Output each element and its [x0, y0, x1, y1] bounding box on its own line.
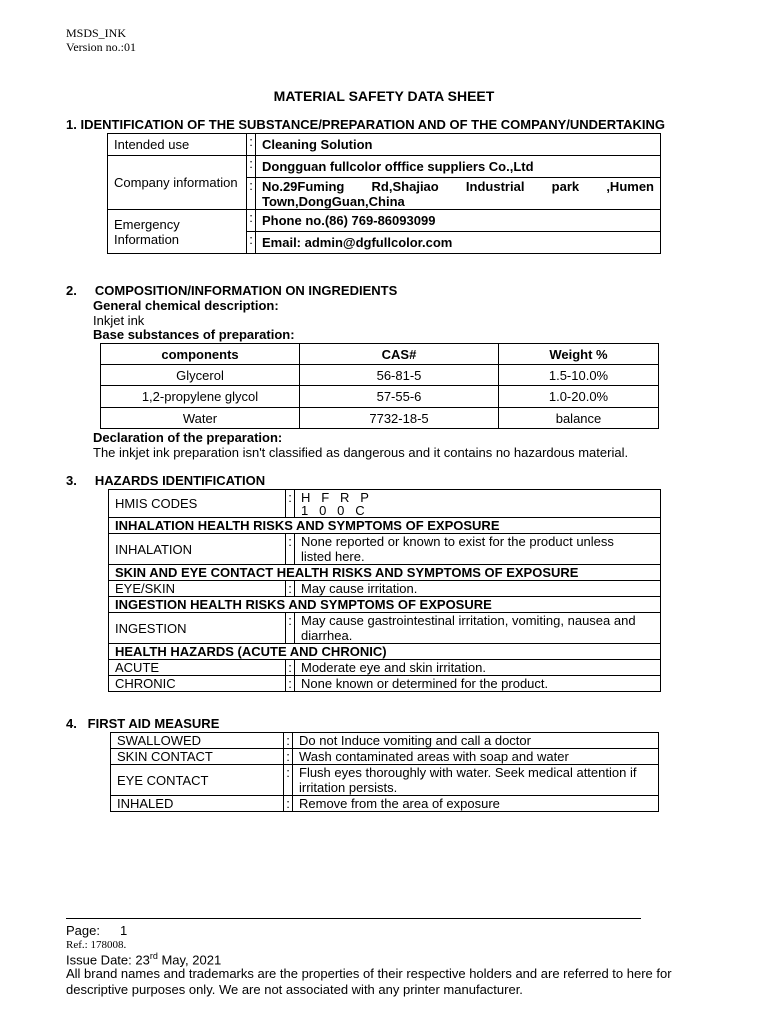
eye-contact-label: EYE CONTACT	[111, 765, 284, 796]
table-cell: 1.0-20.0%	[499, 386, 659, 408]
colon: :	[284, 749, 293, 765]
inhaled-value: Remove from the area of exposure	[293, 796, 659, 812]
issue-date-rest: May, 2021	[157, 952, 222, 968]
emergency-label	[108, 210, 247, 254]
doc-code: MSDS_INK	[66, 26, 127, 40]
column-header: Weight %	[499, 344, 659, 365]
issue-date-prefix: Issue Date: 23	[66, 952, 150, 968]
colon: :	[284, 796, 293, 812]
table-row	[109, 676, 661, 692]
colon: :	[284, 733, 293, 749]
eye-contact-value	[293, 765, 659, 796]
declaration-text: The inkjet ink preparation isn't classified as dangerous and it contains no hazardous material.	[93, 445, 629, 460]
table-row	[109, 660, 661, 676]
general-description-value: Inkjet ink	[93, 313, 145, 328]
table-row	[101, 344, 659, 365]
section2-heading: 2. COMPOSITION/INFORMATION ON INGREDIENTS	[66, 283, 398, 298]
reference-number: Ref.: 178008.	[66, 939, 127, 951]
table-row	[111, 765, 659, 796]
table-cell: 57-55-6	[300, 386, 499, 408]
inhalation-label: INHALATION	[109, 534, 286, 565]
hmis-values: 1 0 0 C	[301, 502, 365, 518]
issue-date	[66, 951, 221, 967]
composition-table	[100, 343, 659, 429]
colon: :	[286, 534, 295, 565]
skin-eye-header: SKIN AND EYE CONTACT HEALTH RISKS AND SYMPTOMS OF EXPOSURE	[109, 565, 661, 581]
eye-contact-value-line2: irritation persists.	[299, 780, 398, 795]
hmis-codes-value	[295, 490, 661, 518]
table-row	[111, 749, 659, 765]
inhalation-header: INHALATION HEALTH RISKS AND SYMPTOMS OF EXPOSURE	[109, 518, 661, 534]
company-label: Company information	[108, 156, 247, 210]
colon: :	[247, 232, 256, 254]
colon: :	[247, 178, 256, 210]
table-cell: balance	[499, 408, 659, 429]
column-header: components	[101, 344, 300, 365]
table-row	[109, 490, 661, 518]
hmis-letters: H F R P	[301, 489, 369, 505]
table-row	[109, 518, 661, 534]
inhalation-value-line2: listed here.	[301, 549, 365, 564]
colon: :	[286, 581, 295, 597]
emergency-label-line1: Emergency	[114, 216, 180, 232]
table-row	[109, 644, 661, 660]
emergency-label-line2: Information	[114, 231, 180, 247]
table-cell: Water	[101, 408, 300, 429]
table-row	[109, 534, 661, 565]
ingestion-value-line1: May cause gastrointestinal irritation, vomiting, nausea and	[301, 613, 636, 628]
table-cell: 56-81-5	[300, 365, 499, 386]
eye-skin-label: EYE/SKIN	[109, 581, 286, 597]
first-aid-table	[110, 732, 659, 812]
table-row	[111, 796, 659, 812]
ingestion-value	[295, 613, 661, 644]
general-description-label: General chemical description:	[93, 298, 279, 313]
company-address-line1: No.29Fuming Rd,Shajiao Industrial park ,Humen	[262, 178, 654, 194]
page-label: Page:	[66, 923, 100, 938]
intended-use-label: Intended use	[108, 134, 247, 156]
acute-value: Moderate eye and skin irritation.	[295, 660, 661, 676]
base-substances-label: Base substances of preparation:	[93, 327, 295, 342]
intended-use-value: Cleaning Solution	[256, 134, 661, 156]
swallowed-value: Do not Induce vomiting and call a doctor	[293, 733, 659, 749]
inhalation-value-line1: None reported or known to exist for the product unless	[301, 534, 614, 549]
column-header: CAS#	[300, 344, 499, 365]
hazards-table	[108, 489, 661, 692]
colon: :	[286, 660, 295, 676]
eye-skin-value: May cause irritation.	[295, 581, 661, 597]
colon: :	[247, 134, 256, 156]
eye-contact-value-line1: Flush eyes thoroughly with water. Seek medical attention if	[299, 765, 637, 780]
skin-contact-label: SKIN CONTACT	[111, 749, 284, 765]
email-address: Email: admin@dgfullcolor.com	[256, 232, 661, 254]
table-row	[111, 733, 659, 749]
company-name: Dongguan fullcolor offfice suppliers Co.,Ltd	[256, 156, 661, 178]
table-row	[101, 408, 659, 429]
table-row	[109, 613, 661, 644]
page-number: 1	[120, 923, 128, 938]
ingestion-label: INGESTION	[109, 613, 286, 644]
company-address-line2: Town,DongGuan,China	[262, 193, 405, 209]
swallowed-label: SWALLOWED	[111, 733, 284, 749]
table-row	[109, 581, 661, 597]
page-title: MATERIAL SAFETY DATA SHEET	[273, 88, 495, 104]
table-row	[108, 156, 661, 178]
phone-number: Phone no.(86) 769-86093099	[256, 210, 661, 232]
identification-table	[107, 133, 661, 254]
table-row	[108, 134, 661, 156]
chronic-value: None known or determined for the product.	[295, 676, 661, 692]
table-row	[101, 365, 659, 386]
table-cell: Glycerol	[101, 365, 300, 386]
declaration-label: Declaration of the preparation:	[93, 430, 283, 445]
table-row	[108, 210, 661, 232]
section4-heading: 4. FIRST AID MEASURE	[66, 716, 220, 731]
disclaimer-text: All brand names and trademarks are the properties of their respective holders and are referred to here for descriptive purposes only. We are not associated with any printer manufacturer.	[66, 966, 672, 997]
table-row	[101, 386, 659, 408]
colon: :	[284, 765, 293, 796]
skin-contact-value: Wash contaminated areas with soap and water	[293, 749, 659, 765]
health-hazards-header: HEALTH HAZARDS (ACUTE AND CHRONIC)	[109, 644, 661, 660]
hmis-codes-label: HMIS CODES	[109, 490, 286, 518]
section1-heading: 1. IDENTIFICATION OF THE SUBSTANCE/PREPARATION AND OF THE COMPANY/UNDERTAKING	[66, 117, 665, 132]
table-row	[109, 597, 661, 613]
table-cell: 7732-18-5	[300, 408, 499, 429]
colon: :	[247, 156, 256, 178]
ingestion-header: INGESTION HEALTH RISKS AND SYMPTOMS OF EXPOSURE	[109, 597, 661, 613]
issue-date-suffix-sup: rd	[149, 951, 158, 961]
company-address	[256, 178, 661, 210]
inhaled-label: INHALED	[111, 796, 284, 812]
acute-label: ACUTE	[109, 660, 286, 676]
colon: :	[286, 613, 295, 644]
chronic-label: CHRONIC	[109, 676, 286, 692]
colon: :	[247, 210, 256, 232]
table-cell: 1.5-10.0%	[499, 365, 659, 386]
inhalation-value	[295, 534, 661, 565]
version-number: Version no.:01	[66, 40, 136, 54]
footer-divider	[66, 918, 641, 919]
table-cell: 1,2-propylene glycol	[101, 386, 300, 408]
ingestion-value-line2: diarrhea.	[301, 628, 353, 643]
colon: :	[286, 490, 295, 518]
section3-heading: 3. HAZARDS IDENTIFICATION	[66, 473, 266, 488]
colon: :	[286, 676, 295, 692]
table-row	[109, 565, 661, 581]
